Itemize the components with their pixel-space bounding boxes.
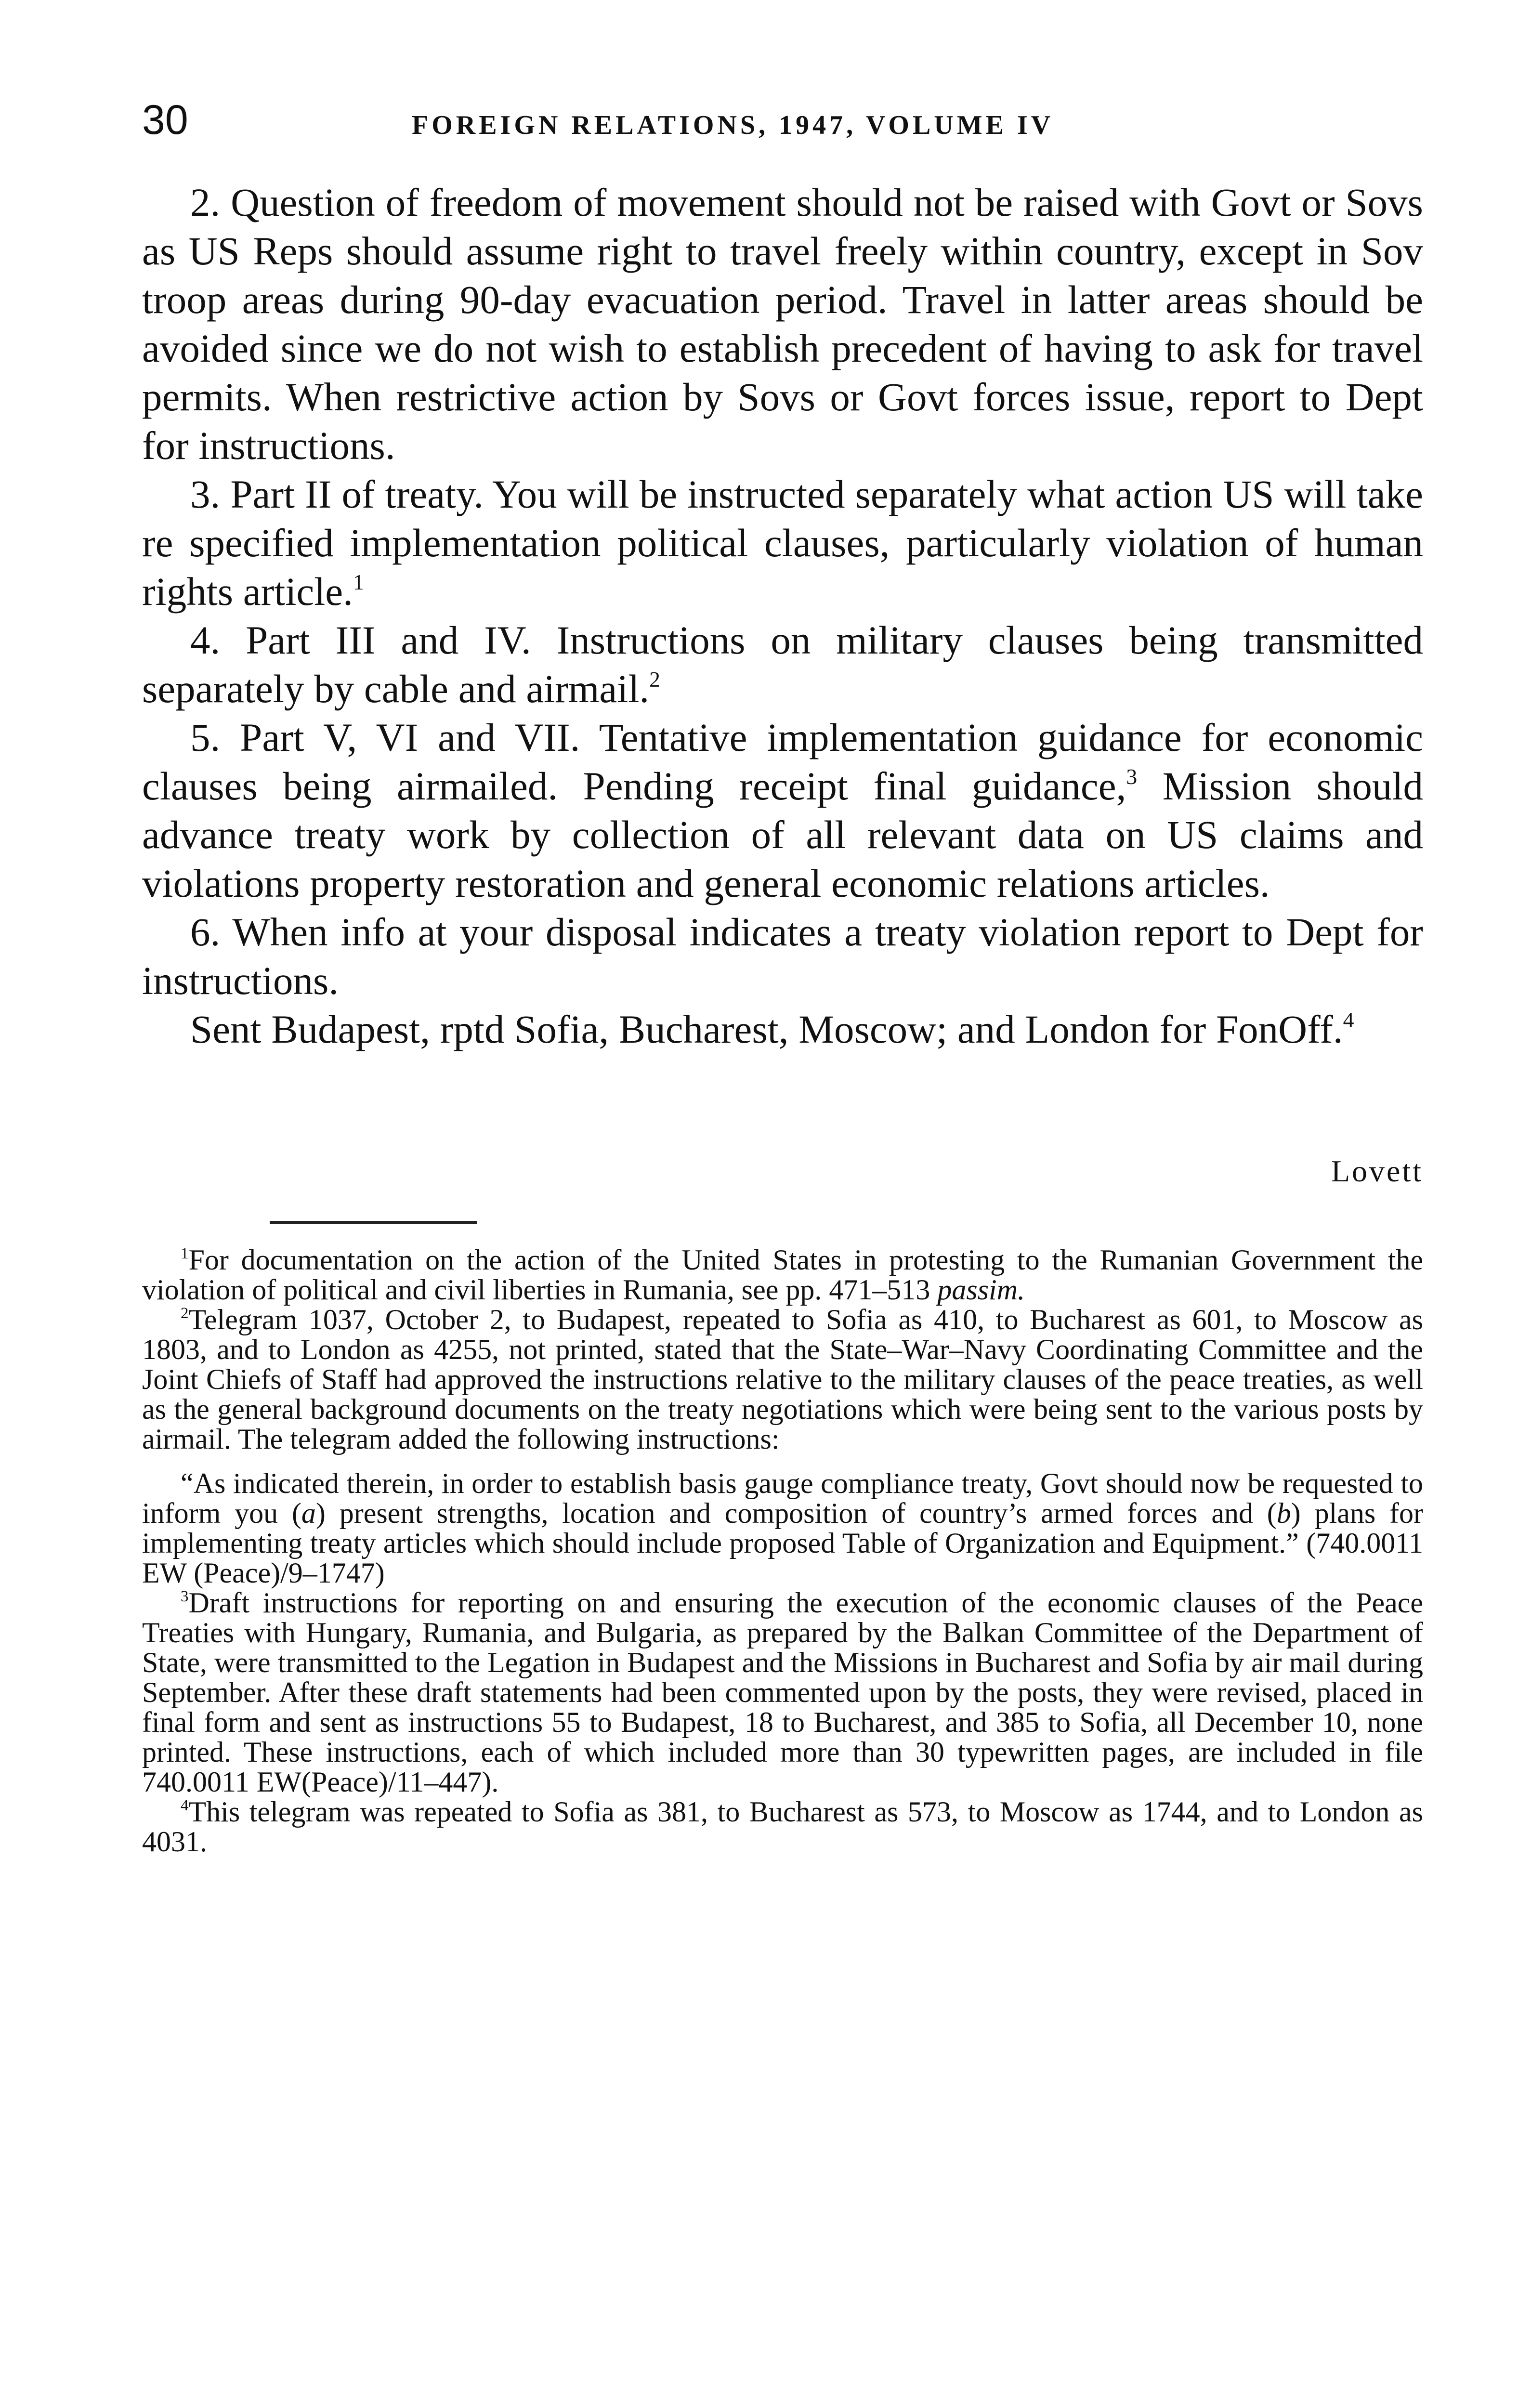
page-number: 30 [142, 97, 188, 143]
footnotes [142, 1245, 1423, 1857]
paragraph-4: 4. Part III and IV. Instructions on military clauses being transmitted separately by cable and airmail.$^2$ [142, 618, 1423, 711]
paragraph-6: 6. When info at your disposal indicates a treaty violation report to Dept for instructions. [142, 910, 1423, 1003]
footnote-ref-3: 3 [1126, 764, 1138, 789]
paragraph-2: 2. Question of freedom of movement should not be raised with Govt or Sovs as US Reps should assume right to travel freely within country, except in Sov troop areas during 90-day evacuation period. Travel in latter areas should be avoided since we do not wish to establish precedent of having to ask for travel permits. When restrictive action by Sovs or Govt forces issue, report to Dept for instructions. [142, 180, 1423, 468]
footnote-2: $^2$Telegram 1037, October 2, to Budapest, repeated to Sofia as 410, to Bucharest as 601, to Moscow as 1803, and to London as 4255, not printed, stated that the State–War–Navy Coordinating Committee and the Joint Chiefs of Staff had approved the instructions relative to the military clauses of the peace treaties, as well as the general background documents on the treaty negotiations which were being sent to the various posts by airmail. The telegram added the following instructions: [142, 1304, 1423, 1455]
page-header [142, 96, 1423, 154]
footnote-divider [270, 1221, 477, 1224]
paragraph-5: 5. Part V, VI and VII. Tentative implementation guidance for economic clauses being airmailed. Pending receipt final guidance,$^3$ Mission should advance treaty work by collection of all relevant data on US claims and violations property restoration and general economic relations articles. [142, 715, 1423, 905]
footnote-ref-4: 4 [1343, 1008, 1354, 1033]
paragraph-3: 3. Part II of treaty. You will be instructed separately what action US will take re specified implementation political clauses, particularly violation of human rights article.$^1$ [142, 472, 1423, 614]
distribution-line: Sent Budapest, rptd Sofia, Bucharest, Moscow; and London for FonOff.$^4$ [190, 1007, 1354, 1051]
footnote-3: $^3$Draft instructions for reporting on and ensuring the execution of the economic clauses of the Peace Treaties with Hungary, Rumania, and Bulgaria, as prepared by the Balkan Committee of the Department of State, were transmitted to the Legation in Budapest and the Missions in Bucharest and Sofia by air mail during September. After these draft statements had been commented upon by the posts, they were revised, placed in final form and sent as instructions 55 to Budapest, 18 to Bucharest, and 385 to Sofia, all December 10, none printed. These instructions, each of which included more than 30 typewritten pages, are included in file 740.0011 EW(Peace)/11–447). [142, 1587, 1423, 1798]
signature: Lovett [1331, 1154, 1423, 1188]
footnote-1: $^1$For documentation on the action of the United States in protesting to the Rumanian Government the violation of political and civil liberties in Rumania, see pp. 471–513 passim. [142, 1244, 1423, 1306]
document-body [142, 178, 1423, 1054]
footnote-ref-1: 1 [353, 570, 364, 595]
footnote-4: $^4$This telegram was repeated to Sofia as 381, to Bucharest as 573, to Moscow as 1744, and to London as 4031. [142, 1796, 1423, 1858]
running-head: FOREIGN RELATIONS, 1947, VOLUME IV [412, 110, 1054, 140]
footnote-ref-2: 2 [649, 667, 660, 692]
footnote-2-quote: “As indicated therein, in order to establish basis gauge compliance treaty, Govt should now be requested to inform you (a) present strengths, location and composition of country’s armed forces and (b) plans for implementing treaty articles which should include proposed Table of Organization and Equipment.” (740.0011 EW (Peace)/9–1747) [142, 1467, 1423, 1589]
